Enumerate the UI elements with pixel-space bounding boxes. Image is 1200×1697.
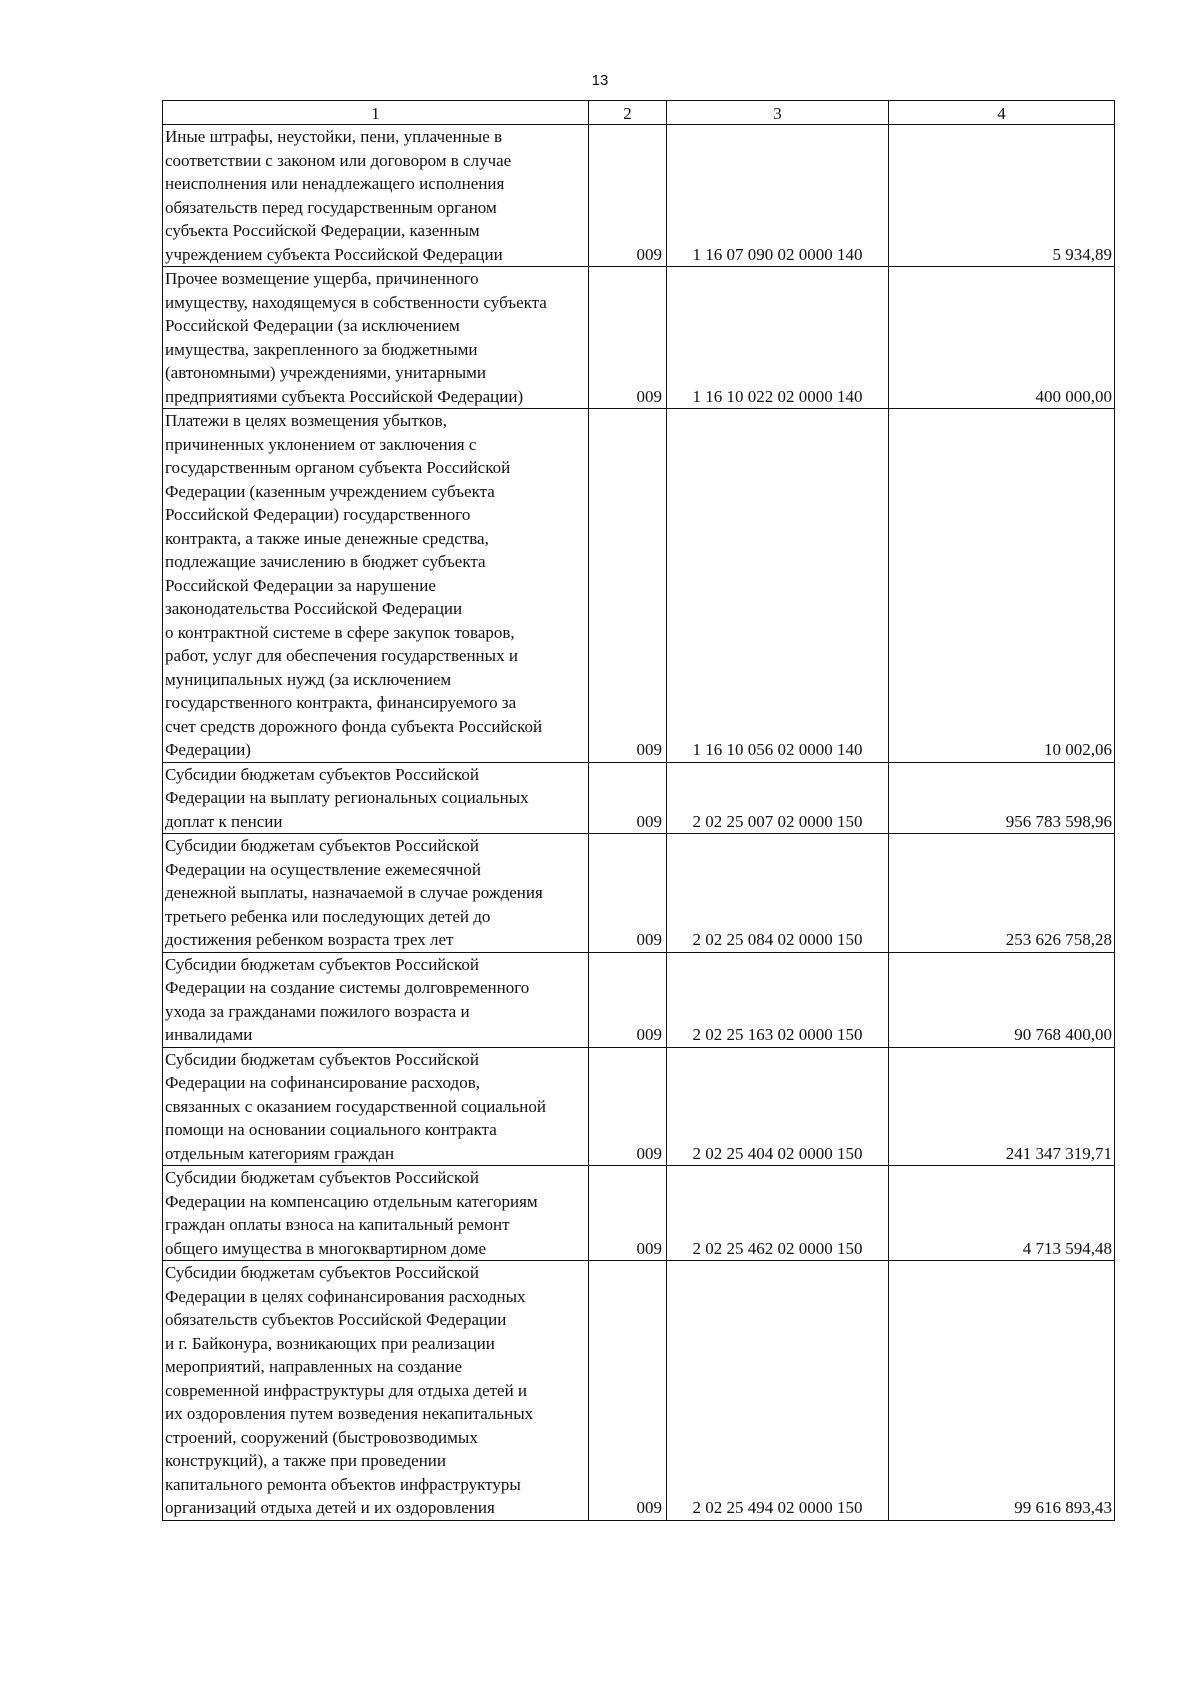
budget-code-cell: 2 02 25 494 02 0000 150: [667, 1261, 889, 1521]
amount-cell: 10 002,06: [889, 409, 1115, 763]
column-header-3: 3: [667, 101, 889, 125]
table-row: [163, 125, 1115, 267]
table-row: [163, 952, 1115, 1047]
table-row: [163, 409, 1115, 763]
budget-code-cell: 1 16 10 022 02 0000 140: [667, 267, 889, 409]
budget-code-cell: 1 16 07 090 02 0000 140: [667, 125, 889, 267]
revenue-name-cell: Субсидии бюджетам субъектов Российской Федерации на компенсацию отдельным категориям граждан оплаты взноса на капитальный ремонт общего имущества в многоквартирном доме: [163, 1166, 589, 1261]
amount-cell: 956 783 598,96: [889, 762, 1115, 834]
budget-code-cell: 2 02 25 462 02 0000 150: [667, 1166, 889, 1261]
admin-code-cell: 009: [589, 834, 667, 953]
table-row: [163, 1166, 1115, 1261]
budget-code-cell: 2 02 25 084 02 0000 150: [667, 834, 889, 953]
admin-code-cell: 009: [589, 952, 667, 1047]
page-number: 13: [591, 72, 609, 89]
budget-code-cell: 2 02 25 007 02 0000 150: [667, 762, 889, 834]
admin-code-cell: 009: [589, 125, 667, 267]
admin-code-cell: 009: [589, 1047, 667, 1166]
column-header-4: 4: [889, 101, 1115, 125]
table-row: [163, 834, 1115, 953]
budget-code-cell: 2 02 25 404 02 0000 150: [667, 1047, 889, 1166]
table-row: [163, 1047, 1115, 1166]
amount-cell: 241 347 319,71: [889, 1047, 1115, 1166]
revenue-name-cell: Субсидии бюджетам субъектов Российской Федерации на софинансирование расходов, связанных с оказанием государственной социальной помощи на основании социального контракта отдельным категориям граждан: [163, 1047, 589, 1166]
admin-code-cell: 009: [589, 1261, 667, 1521]
amount-cell: 4 713 594,48: [889, 1166, 1115, 1261]
amount-cell: 253 626 758,28: [889, 834, 1115, 953]
table-row: [163, 762, 1115, 834]
table-row: [163, 267, 1115, 409]
revenue-name-cell: Субсидии бюджетам субъектов Российской Федерации на создание системы долговременного ухода за гражданами пожилого возраста и инвалидами: [163, 952, 589, 1047]
table-header-row: [163, 101, 1115, 125]
amount-cell: 400 000,00: [889, 267, 1115, 409]
amount-cell: 99 616 893,43: [889, 1261, 1115, 1521]
revenue-name-cell: Иные штрафы, неустойки, пени, уплаченные в соответствии с законом или договором в случае неисполнения или ненадлежащего исполнения обязательств перед государственным органом субъекта Российской Федерации, казенным учреждением субъекта Российской Федерации: [163, 125, 589, 267]
table-row: [163, 1261, 1115, 1521]
budget-revenue-table: [162, 100, 1115, 1521]
admin-code-cell: 009: [589, 762, 667, 834]
revenue-name-cell: Субсидии бюджетам субъектов Российской Федерации на осуществление ежемесячной денежной выплаты, назначаемой в случае рождения третьего ребенка или последующих детей до достижения ребенком возраста трех лет: [163, 834, 589, 953]
admin-code-cell: 009: [589, 409, 667, 763]
amount-cell: 90 768 400,00: [889, 952, 1115, 1047]
admin-code-cell: 009: [589, 267, 667, 409]
revenue-name-cell: Субсидии бюджетам субъектов Российской Федерации в целях софинансирования расходных обязательств субъектов Российской Федерации и г. Байконура, возникающих при реализации мероприятий, направленных на создание современной инфраструктуры для отдыха детей и их оздоровления путем возведения некапитальных строений, сооружений (быстровозводимых конструкций), а также при проведении капитального ремонта объектов инфраструктуры организаций отдыха детей и их оздоровления: [163, 1261, 589, 1521]
budget-code-cell: 1 16 10 056 02 0000 140: [667, 409, 889, 763]
column-header-2: 2: [589, 101, 667, 125]
revenue-name-cell: Платежи в целях возмещения убытков, причиненных уклонением от заключения с государственным органом субъекта Российской Федерации (казенным учреждением субъекта Российской Федерации) государственного контракта, а также иные денежные средства, подлежащие зачислению в бюджет субъекта Российской Федерации за нарушение законодательства Российской Федерации о контрактной системе в сфере закупок товаров, работ, услуг для обеспечения государственных и муниципальных нужд (за исключением государственного контракта, финансируемого за счет средств дорожного фонда субъекта Российской Федерации): [163, 409, 589, 763]
budget-code-cell: 2 02 25 163 02 0000 150: [667, 952, 889, 1047]
amount-cell: 5 934,89: [889, 125, 1115, 267]
revenue-name-cell: Прочее возмещение ущерба, причиненного имуществу, находящемуся в собственности субъекта Российской Федерации (за исключением имущества, закрепленного за бюджетными (автономными) учреждениями, унитарными предприятиями субъекта Российской Федерации): [163, 267, 589, 409]
revenue-name-cell: Субсидии бюджетам субъектов Российской Федерации на выплату региональных социальных доплат к пенсии: [163, 762, 589, 834]
admin-code-cell: 009: [589, 1166, 667, 1261]
column-header-1: 1: [163, 101, 589, 125]
